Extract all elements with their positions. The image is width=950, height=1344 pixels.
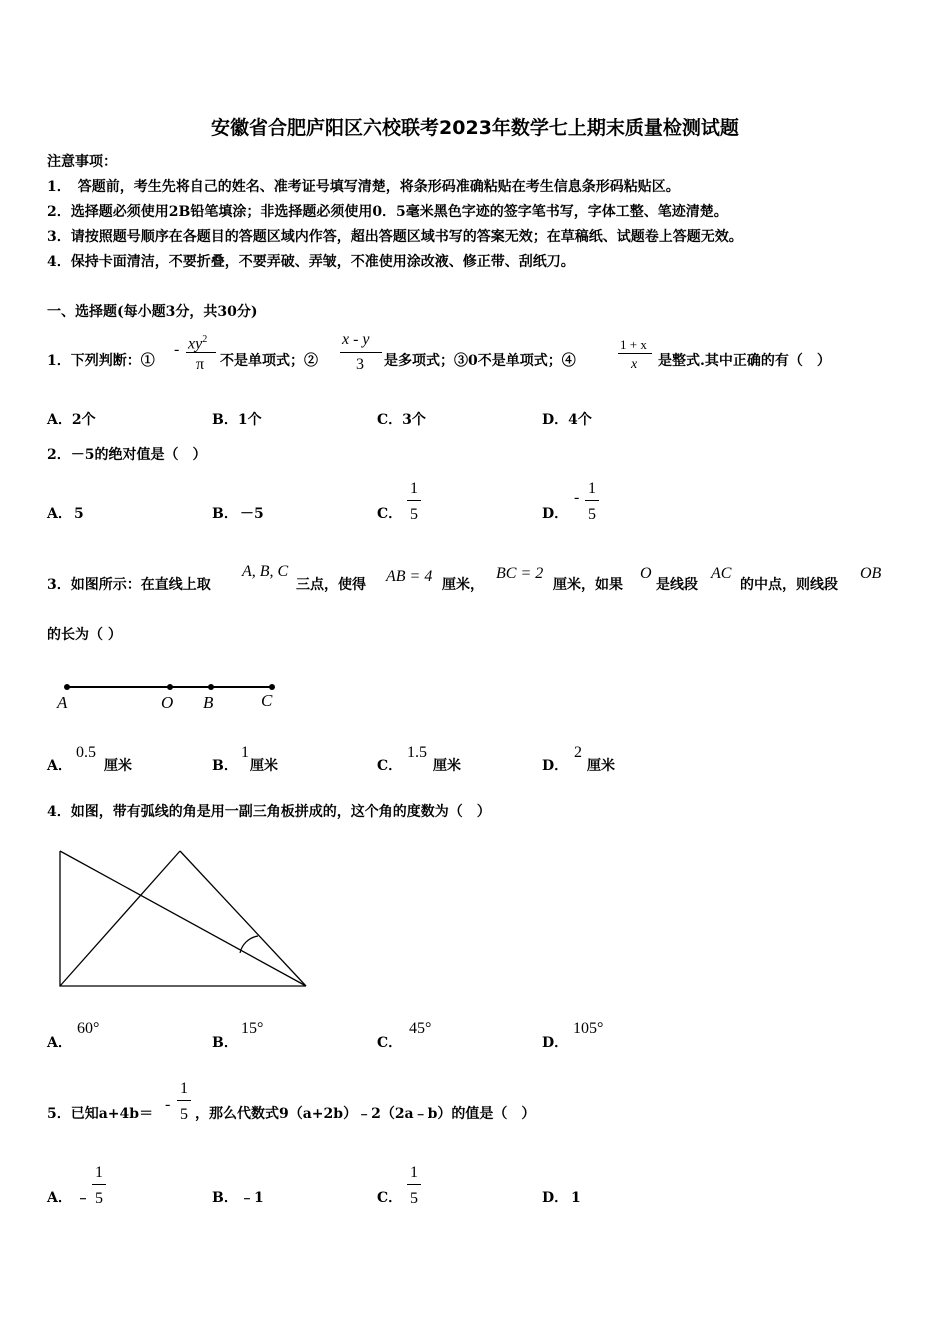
q5-option-d-label: D． (542, 1190, 569, 1206)
q4-option-a-label: A． (47, 1035, 72, 1051)
q2-option-d-numerator: 1 (588, 480, 596, 497)
q1-option-c[interactable]: C．3个 (377, 412, 426, 428)
q4-option-b-value: 15° (241, 1020, 264, 1037)
q5-minus: - (165, 1096, 171, 1113)
q3-math-o: O (640, 565, 652, 582)
q2-option-d-label: D． (542, 506, 569, 522)
q1-text-2: 是多项式；③0不是单项式；④ (384, 353, 576, 369)
q5-option-d-value: 1 (571, 1190, 581, 1206)
q1-fraction2-numerator: x - y (342, 331, 370, 348)
page-title: 安徽省合肥庐阳区六校联考2023年数学七上期末质量检测试题 (211, 117, 739, 139)
q1-prefix: 1．下列判断：① (47, 353, 155, 369)
q4-option-c-value: 45° (409, 1020, 432, 1037)
q3-point-b-label: B (203, 693, 214, 712)
q5-option-a-denominator: 5 (95, 1190, 103, 1207)
q5-option-c-label: C． (377, 1190, 403, 1206)
q4-option-c-label: C． (377, 1035, 403, 1051)
q1-option-a[interactable]: A．2个 (47, 412, 96, 428)
q4-stem: 4．如图，带有弧线的角是用一副三角板拼成的，这个角的度数为（ ） (47, 804, 491, 820)
q3-option-b-label: B． (212, 758, 238, 774)
q3-math-bc: BC = 2 (496, 565, 544, 582)
q1-fraction3-numerator: 1 + x (620, 337, 647, 352)
q3-option-b-value: 1 (241, 744, 249, 761)
q5-fraction-bar (177, 1100, 191, 1101)
q2-option-b-value: －5 (240, 506, 264, 522)
q3-text-3: 厘米， (442, 577, 484, 593)
q3-option-a-unit: 厘米 (104, 758, 132, 774)
q5-option-a-label: A． (47, 1190, 72, 1206)
q2-option-a-value: 5 (74, 506, 84, 522)
q2-option-a-label: A． (47, 506, 72, 522)
q3-option-c-value: 1.5 (407, 744, 427, 761)
q3-point-o-label: O (161, 693, 174, 712)
q3-option-c-unit: 厘米 (433, 758, 461, 774)
notice-item-4: 4．保持卡面清洁，不要折叠，不要弄破、弄皱，不准使用涂改液、修正带、刮纸刀。 (47, 254, 575, 270)
q3-text-line2: 的长为（ ） (47, 627, 122, 643)
q2-option-c-denominator: 5 (410, 506, 418, 523)
q3-math-ab: AB = 4 (386, 568, 433, 585)
q1-fraction2-denominator: 3 (356, 356, 364, 373)
q3-option-c-label: C． (377, 758, 403, 774)
q1-text-1: 不是单项式；② (220, 353, 318, 369)
q1-fraction1-denominator: π (196, 356, 205, 373)
q2-option-d-denominator: 5 (588, 506, 596, 523)
q5-denominator: 5 (180, 1106, 188, 1123)
notice-item-2: 2．选择题必须使用2B铅笔填涂；非选择题必须使用0．5毫米黑色字迹的签字笔书写，字体工整、笔迹清楚。 (47, 204, 728, 220)
q5-option-a-numerator: 1 (95, 1164, 103, 1181)
q3-text-5: 是线段 (656, 577, 698, 593)
q1-option-b[interactable]: B．1个 (212, 412, 262, 428)
q3-text-4: 厘米，如果 (553, 577, 623, 593)
q1-text-3: 是整式.其中正确的有（ ） (658, 353, 831, 369)
q2-option-c-label: C． (377, 506, 403, 522)
q2-option-b-label: B． (212, 506, 238, 522)
q3-point-c-label: C (261, 691, 273, 710)
q2-option-c-numerator: 1 (410, 480, 418, 497)
q3-math-ac: AC (711, 565, 732, 582)
q1-option-d[interactable]: D．4个 (542, 412, 592, 428)
q5-option-c-bar (407, 1184, 421, 1185)
q3-option-b-unit: 厘米 (250, 758, 278, 774)
q5-text-1: 5．已知a+4b＝ (47, 1106, 154, 1122)
q5-option-a-minus: ﹣ (76, 1190, 90, 1206)
q5-option-b-value: ﹣1 (240, 1190, 264, 1206)
q1-minus: - (174, 341, 180, 358)
q4-option-a-value: 60° (77, 1020, 100, 1037)
q3-text-6: 的中点，则线段 (740, 577, 838, 593)
q4-option-d-value: 105° (573, 1020, 604, 1037)
q3-option-d-label: D． (542, 758, 569, 774)
q3-option-d-unit: 厘米 (587, 758, 615, 774)
notice-item-3: 3．请按照题号顺序在各题目的答题区域内作答，超出答题区域书写的答案无效；在草稿纸、试题卷上答题无效。 (47, 229, 743, 245)
q5-option-c-denominator: 5 (410, 1190, 418, 1207)
q3-option-d-value: 2 (574, 744, 582, 761)
q3-math-ob: OB (860, 565, 882, 582)
q3-point-a-label: A (57, 693, 68, 712)
q1-fraction3-denominator: x (631, 357, 638, 372)
q1-fraction1-numerator: $xy^2$ (188, 334, 208, 353)
q5-option-b-label: B． (212, 1190, 238, 1206)
q5-option-a-bar (92, 1184, 106, 1185)
q3-option-a-label: A． (47, 758, 72, 774)
q2-stem: 2．－5的绝对值是（ ） (47, 447, 207, 463)
notice-heading: 注意事项： (47, 154, 117, 170)
section-heading: 一、选择题(每小题3分，共30分) (47, 304, 258, 320)
q5-numerator: 1 (180, 1080, 188, 1097)
notice-item-1: 1． 答题前，考生先将自己的姓名、准考证号填写清楚，将条形码准确粘贴在考生信息条形码粘贴区。 (47, 179, 680, 195)
q4-option-d-label: D． (542, 1035, 569, 1051)
q3-math-points: A, B, C (242, 563, 289, 580)
q5-option-c-numerator: 1 (410, 1164, 418, 1181)
q3-text-1: 3．如图所示：在直线上取 (47, 577, 211, 593)
q2-option-d-minus: - (574, 489, 580, 506)
q3-option-a-value: 0.5 (76, 744, 96, 761)
q3-text-2: 三点，使得 (296, 577, 366, 593)
q5-text-2: ，那么代数式9（a+2b）﹣2（2a﹣b）的值是（ ） (195, 1106, 536, 1122)
q4-option-b-label: B． (212, 1035, 238, 1051)
